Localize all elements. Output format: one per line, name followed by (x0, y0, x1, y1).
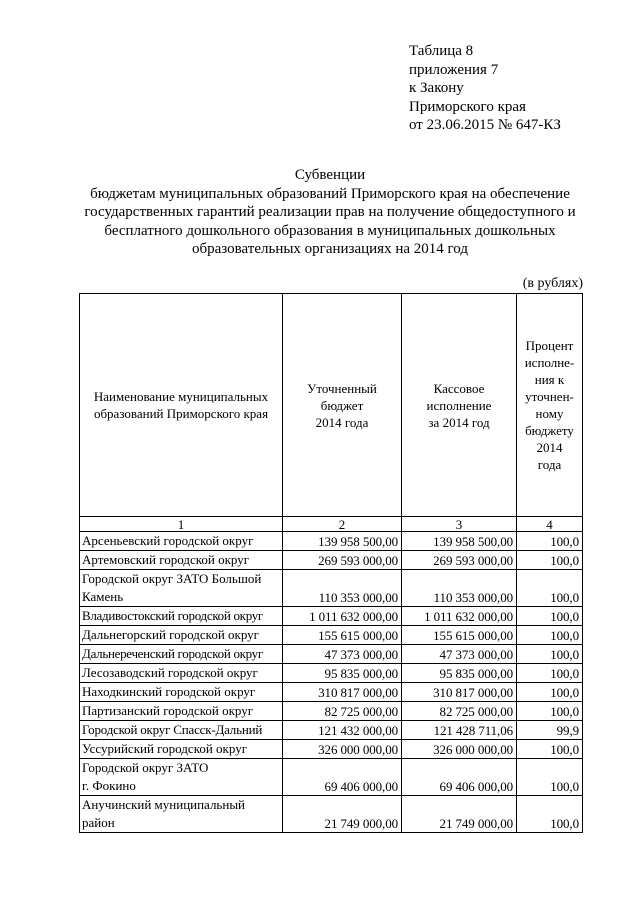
execution-value: 269 593 000,00 (402, 551, 517, 570)
municipality-name: Дальнегорский городской округ (80, 626, 283, 645)
table-row (80, 626, 583, 645)
appendix-line: Таблица 8 (409, 43, 474, 59)
document-title (70, 166, 590, 259)
appendix-line: приложения 7 (409, 61, 499, 78)
table-row (80, 721, 583, 740)
appendix-line: Приморского края (409, 98, 526, 115)
municipality-name: Городской округ Спасск-Дальний (80, 721, 283, 740)
budget-value: 95 835 000,00 (283, 664, 402, 683)
percent-value: 100,0 (517, 645, 583, 664)
header-text: исполнение (426, 397, 492, 413)
budget-value: 110 353 000,00 (283, 570, 402, 607)
budget-value: 310 817 000,00 (283, 683, 402, 702)
units-label: (в рублях) (522, 276, 583, 291)
table-row (80, 570, 583, 607)
table-row (80, 551, 583, 570)
table-row (80, 607, 583, 626)
header-text: бюджету (525, 423, 574, 438)
header-text: за 2014 год (428, 414, 490, 430)
title-line: бюджетам муниципальных образований Приморского края на обеспечение (90, 185, 570, 202)
municipality-name-line: Городской округ ЗАТО Большой (82, 571, 262, 586)
header-text: исполне- (524, 355, 575, 370)
execution-value: 82 725 000,00 (402, 702, 517, 721)
header-text: образований Приморского края (93, 406, 269, 421)
percent-value: 100,0 (517, 626, 583, 645)
percent-value: 100,0 (517, 570, 583, 607)
budget-value: 139 958 500,00 (283, 532, 402, 551)
appendix-line: к Закону (409, 80, 464, 96)
percent-value: 100,0 (517, 607, 583, 626)
percent-value: 99,9 (517, 721, 583, 740)
header-text: Уточненный (307, 380, 377, 396)
municipality-name-line: район (82, 815, 115, 830)
percent-value: 100,0 (517, 664, 583, 683)
execution-value: 310 817 000,00 (402, 683, 517, 702)
budget-value: 82 725 000,00 (283, 702, 402, 721)
municipality-name: Артемовский городской округ (80, 551, 283, 570)
budget-value: 69 406 000,00 (283, 759, 402, 796)
column-number: 4 (517, 517, 583, 532)
execution-value: 21 749 000,00 (402, 796, 517, 833)
percent-value: 100,0 (517, 551, 583, 570)
municipality-name: Партизанский городской округ (80, 702, 283, 721)
budget-value: 326 000 000,00 (283, 740, 402, 759)
municipality-name: Арсеньевский городской округ (80, 532, 283, 551)
table-row (80, 683, 583, 702)
budget-value: 21 749 000,00 (283, 796, 402, 833)
column-number: 1 (80, 517, 283, 532)
budget-value: 121 432 000,00 (283, 721, 402, 740)
execution-value: 95 835 000,00 (402, 664, 517, 683)
percent-value: 100,0 (517, 532, 583, 551)
municipality-name (80, 570, 283, 607)
execution-value: 155 615 000,00 (402, 626, 517, 645)
subventions-table (79, 293, 583, 833)
header-text: 2014 года (315, 414, 369, 430)
table-row (80, 740, 583, 759)
header-budget (283, 294, 402, 517)
header-text: уточнен- (525, 389, 574, 404)
municipality-name: Дальнереченский городской округ (80, 645, 283, 664)
table-row (80, 532, 583, 551)
percent-value: 100,0 (517, 759, 583, 796)
percent-value: 100,0 (517, 796, 583, 833)
percent-value: 100,0 (517, 683, 583, 702)
execution-value: 326 000 000,00 (402, 740, 517, 759)
municipality-name-line: г. Фокино (82, 778, 136, 793)
percent-value: 100,0 (517, 740, 583, 759)
budget-value: 155 615 000,00 (283, 626, 402, 645)
municipality-name-line: Камень (82, 589, 124, 604)
header-text: Процент (525, 338, 574, 353)
appendix-line: от 23.06.2015 № 647-КЗ (409, 117, 561, 133)
execution-value: 1 011 632 000,00 (402, 607, 517, 626)
header-percent (517, 294, 583, 517)
header-text: бюджет (320, 397, 364, 413)
execution-value: 69 406 000,00 (402, 759, 517, 796)
header-execution (402, 294, 517, 517)
title-line: бесплатного дошкольного образования в муниципальных дошкольных (104, 222, 556, 239)
percent-value: 100,0 (517, 702, 583, 721)
execution-value: 139 958 500,00 (402, 532, 517, 551)
municipality-name (80, 796, 283, 833)
appendix-reference (409, 42, 561, 135)
municipality-name (80, 759, 283, 796)
header-text: Кассовое (433, 380, 485, 396)
column-number-row (80, 517, 583, 532)
header-municipality (80, 294, 283, 517)
table-row (80, 796, 583, 833)
municipality-name: Уссурийский городской округ (80, 740, 283, 759)
table-row (80, 645, 583, 664)
table-row (80, 702, 583, 721)
header-text: 2014 (536, 440, 563, 455)
title-line: образовательных организациях на 2014 год (192, 241, 468, 257)
budget-value: 269 593 000,00 (283, 551, 402, 570)
execution-value: 121 428 711,06 (402, 721, 517, 740)
header-text: ному (535, 406, 564, 421)
column-number: 2 (283, 517, 402, 532)
municipality-name-line: Анучинский муниципальный (82, 797, 246, 812)
budget-value: 47 373 000,00 (283, 645, 402, 664)
table-row (80, 759, 583, 796)
municipality-name: Находкинский городской округ (80, 683, 283, 702)
execution-value: 110 353 000,00 (402, 570, 517, 607)
title-line: Субвенции (294, 167, 366, 183)
header-text: года (537, 457, 562, 472)
table-header-row (80, 294, 583, 517)
budget-value: 1 011 632 000,00 (283, 607, 402, 626)
title-line: государственных гарантий реализации прав на получение общедоступного и (84, 204, 576, 220)
table-row (80, 664, 583, 683)
municipality-name: Владивостокский городской округ (80, 607, 283, 626)
column-number: 3 (402, 517, 517, 532)
header-text: ния к (534, 372, 565, 387)
header-text: Наименование муниципальных (93, 389, 269, 404)
municipality-name: Лесозаводский городской округ (80, 664, 283, 683)
municipality-name-line: Городской округ ЗАТО (82, 760, 209, 775)
execution-value: 47 373 000,00 (402, 645, 517, 664)
